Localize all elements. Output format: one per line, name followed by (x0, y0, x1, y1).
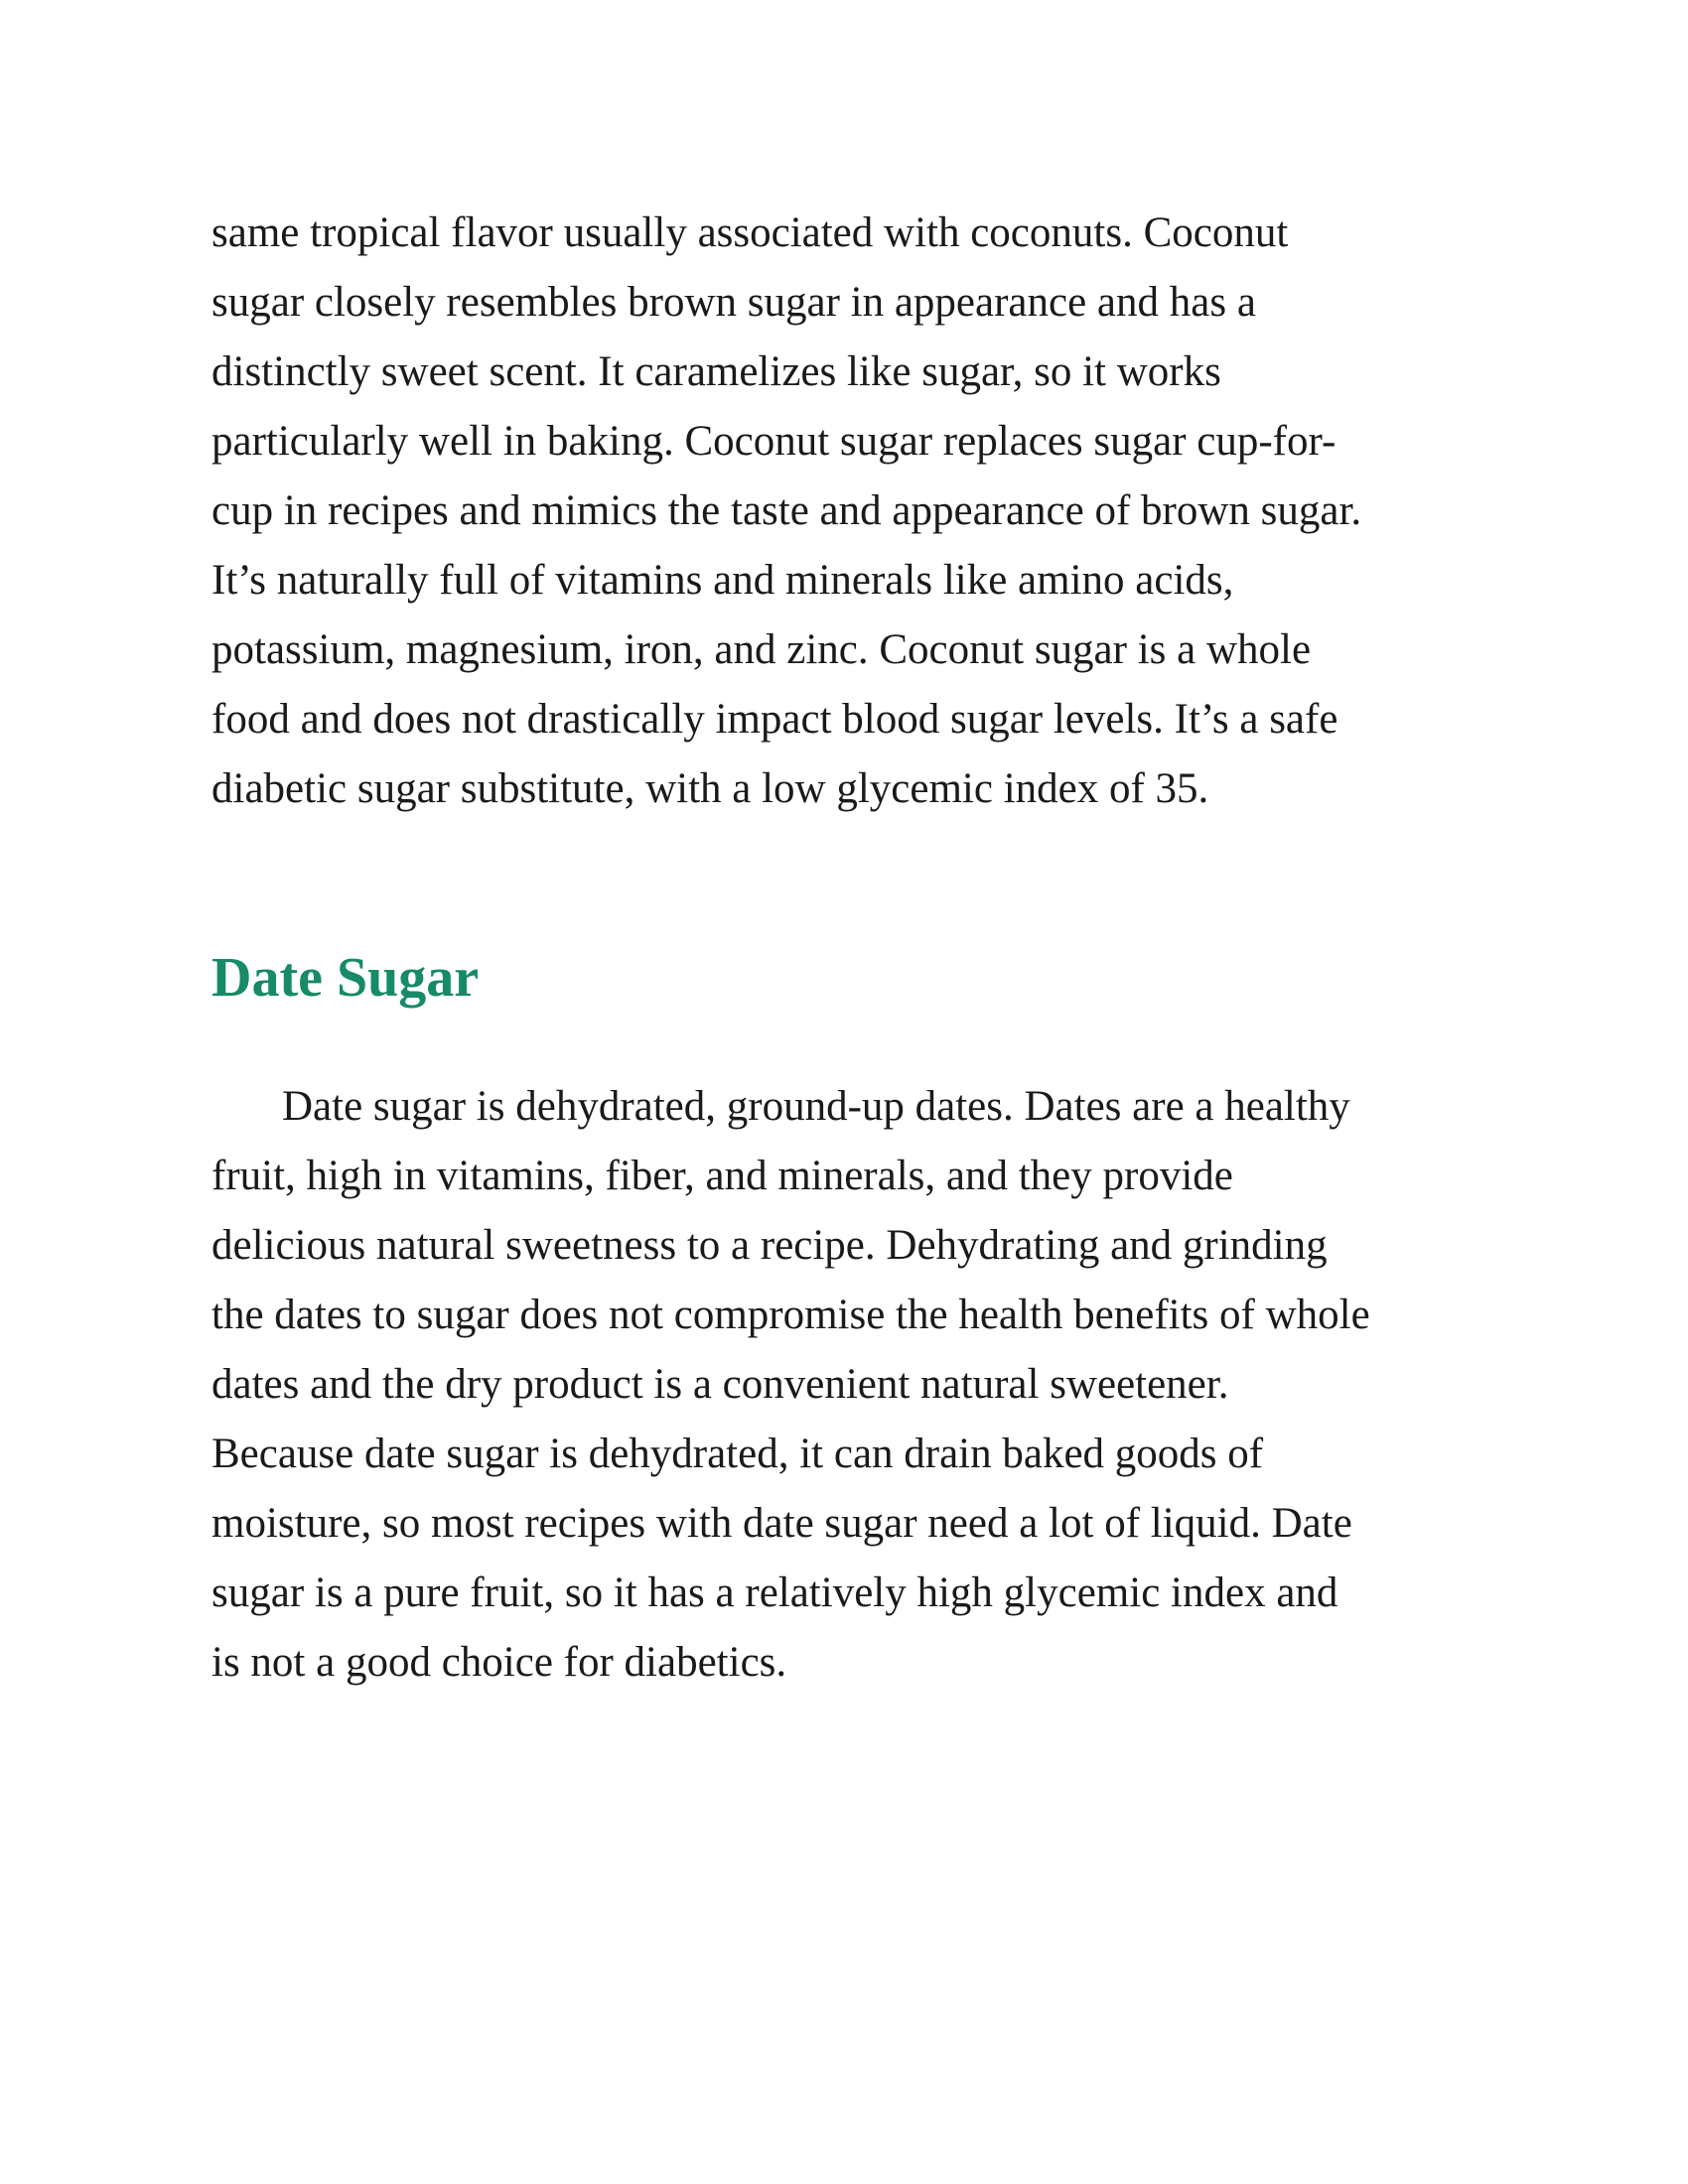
coconut-sugar-paragraph-continued (211, 199, 1502, 824)
section-heading-date-sugar: Date Sugar (211, 947, 480, 1009)
paragraph-line: fruit, high in vitamins, fiber, and minerals, and they provide (211, 1153, 1233, 1199)
paragraph-line: the dates to sugar does not compromise the health benefits of whole (211, 1292, 1370, 1338)
paragraph-line: dates and the dry product is a convenient natural sweetener. (211, 1361, 1229, 1408)
paragraph-line: potassium, magnesium, iron, and zinc. Coconut sugar is a whole (211, 626, 1312, 673)
paragraph-line: diabetic sugar substitute, with a low glycemic index of 35. (211, 765, 1209, 812)
paragraph-line: Date sugar is dehydrated, ground-up dates. Dates are a healthy (282, 1083, 1350, 1130)
paragraph-line: food and does not drastically impact blood sugar levels. It’s a safe (211, 696, 1338, 743)
paragraph-line: sugar is a pure fruit, so it has a relatively high glycemic index and (211, 1570, 1338, 1616)
paragraph-line: same tropical flavor usually associated with coconuts. Coconut (211, 209, 1289, 256)
date-sugar-paragraph (211, 1072, 1502, 1698)
paragraph-line: It’s naturally full of vitamins and minerals like amino acids, (211, 557, 1234, 604)
paragraph-line: sugar closely resembles brown sugar in appearance and has a (211, 279, 1256, 326)
paragraph-line: moisture, so most recipes with date sugar need a lot of liquid. Date (211, 1500, 1352, 1547)
paragraph-line: cup in recipes and mimics the taste and appearance of brown sugar. (211, 487, 1362, 534)
paragraph-line: is not a good choice for diabetics. (211, 1639, 787, 1686)
paragraph-line: particularly well in baking. Coconut sugar replaces sugar cup-for- (211, 418, 1336, 465)
paragraph-line: delicious natural sweetness to a recipe. Dehydrating and grinding (211, 1222, 1328, 1269)
paragraph-line: Because date sugar is dehydrated, it can drain baked goods of (211, 1431, 1264, 1477)
paragraph-line: distinctly sweet scent. It caramelizes like sugar, so it works (211, 348, 1221, 395)
